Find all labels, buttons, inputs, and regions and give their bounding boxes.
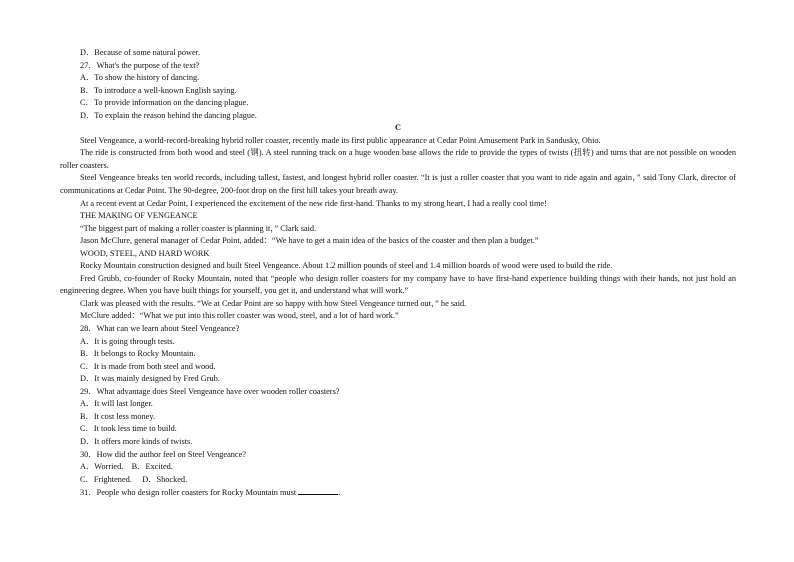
passage-paragraph: Clark was pleased with the results. “We at Cedar Point are so happy with how Steel Vengeance turned out，” he said. xyxy=(80,298,467,308)
q29-option-c: C．It took less time to build. xyxy=(80,424,177,434)
passage-paragraph: At a recent event at Cedar Point, I experienced the excitement of the new ride first-hand. Thanks to my strong heart, I had a really cool time! xyxy=(80,198,547,208)
q28-option-c: C．It is made from both steel and wood. xyxy=(80,361,216,371)
passage-paragraph: Rocky Mountain construction designed and built Steel Vengeance. About 1.2 million pounds of steel and 1.4 million boards of wood were used to build the ride. xyxy=(80,261,613,271)
q30-stem: 30．How did the author feel on Steel Vengeance? xyxy=(80,449,246,459)
q28-stem: 28．What can we learn about Steel Vengeance? xyxy=(80,324,240,334)
q27-option-d: D．To explain the reason behind the dancing plague. xyxy=(80,110,257,120)
q27-option-b: B．To introduce a well-known English saying. xyxy=(80,85,237,95)
q28-option-b: B．It belongs to Rocky Mountain. xyxy=(80,349,196,359)
q28-option-a: A．It is going through tests. xyxy=(80,336,175,346)
q26-option-d: D．Because of some natural power. xyxy=(80,48,201,57)
q27-option-c: C．To provide information on the dancing plague. xyxy=(80,98,249,108)
q27-stem: 27．What's the purpose of the text? xyxy=(80,60,200,70)
passage-subheading: WOOD, STEEL, AND HARD WORK xyxy=(80,248,210,258)
passage-paragraph: Steel Vengeance, a world-record-breaking hybrid roller coaster, recently made its first public appearance at Cedar Point Amusement Park in Sandusky, Ohio. xyxy=(80,135,601,145)
q29-option-d: D．It offers more kinds of twists. xyxy=(80,436,193,446)
passage-paragraph: “The biggest part of making a roller coaster is planning it，” Clark said. xyxy=(80,223,317,233)
q31-line xyxy=(60,486,736,500)
q29-option-a: A．It will last longer. xyxy=(80,399,153,409)
q29-option-b: B．It cost less money. xyxy=(80,411,156,421)
q30-options-row2: C．Frightened. D．Shocked. xyxy=(80,474,188,484)
exam-page xyxy=(60,47,736,500)
passage-paragraph: Fred Grubb, co-founder of Rocky Mountain, noted that “people who design roller coasters for my company have to have first-hand experience building things with their hands, not just hold an engineering degree. When you have built things for yourself, you get it, and understand what will work.” xyxy=(60,273,736,296)
passage-paragraph: McClure added：“What we put into this roller coaster was wood, steel, and a lot of hard work.” xyxy=(80,311,399,321)
q27-option-a: A．To show the history of dancing. xyxy=(80,73,200,83)
passage-paragraph: Jason McClure, general manager of Cedar Point, added：“We have to get a main idea of the basics of the coaster and then plan a budget.” xyxy=(80,236,539,246)
q30-options-row1: A．Worried. B．Excited. xyxy=(80,462,173,472)
passage-paragraph: Steel Vengeance breaks ten world records, including tallest, fastest, and longest hybrid roller coaster. “It is just a roller coaster that you want to ride again and again，” said Tony Clark, director of communications at Cedar Point. The 90-degree, 200-foot drop on the first hill takes your breath away. xyxy=(60,173,736,196)
q29-stem: 29．What advantage does Steel Vengeance have over wooden roller coasters? xyxy=(80,386,340,396)
q31-stem: 31．People who design roller coasters for Rocky Mountain must xyxy=(80,488,297,498)
answer-blank[interactable] xyxy=(298,486,341,498)
q28-option-d: D．It was mainly designed by Fred Grub. xyxy=(80,374,220,384)
passage-subheading: THE MAKING OF VENGEANCE xyxy=(80,211,198,221)
section-heading: C xyxy=(395,123,401,133)
q31-end: . xyxy=(338,488,341,498)
passage-paragraph: The ride is constructed from both wood and steel (钢). A steel running track on a huge wooden base allows the ride to provide the types of twists (扭转) and turns that are not possible on wooden roller coasters. xyxy=(60,148,736,170)
